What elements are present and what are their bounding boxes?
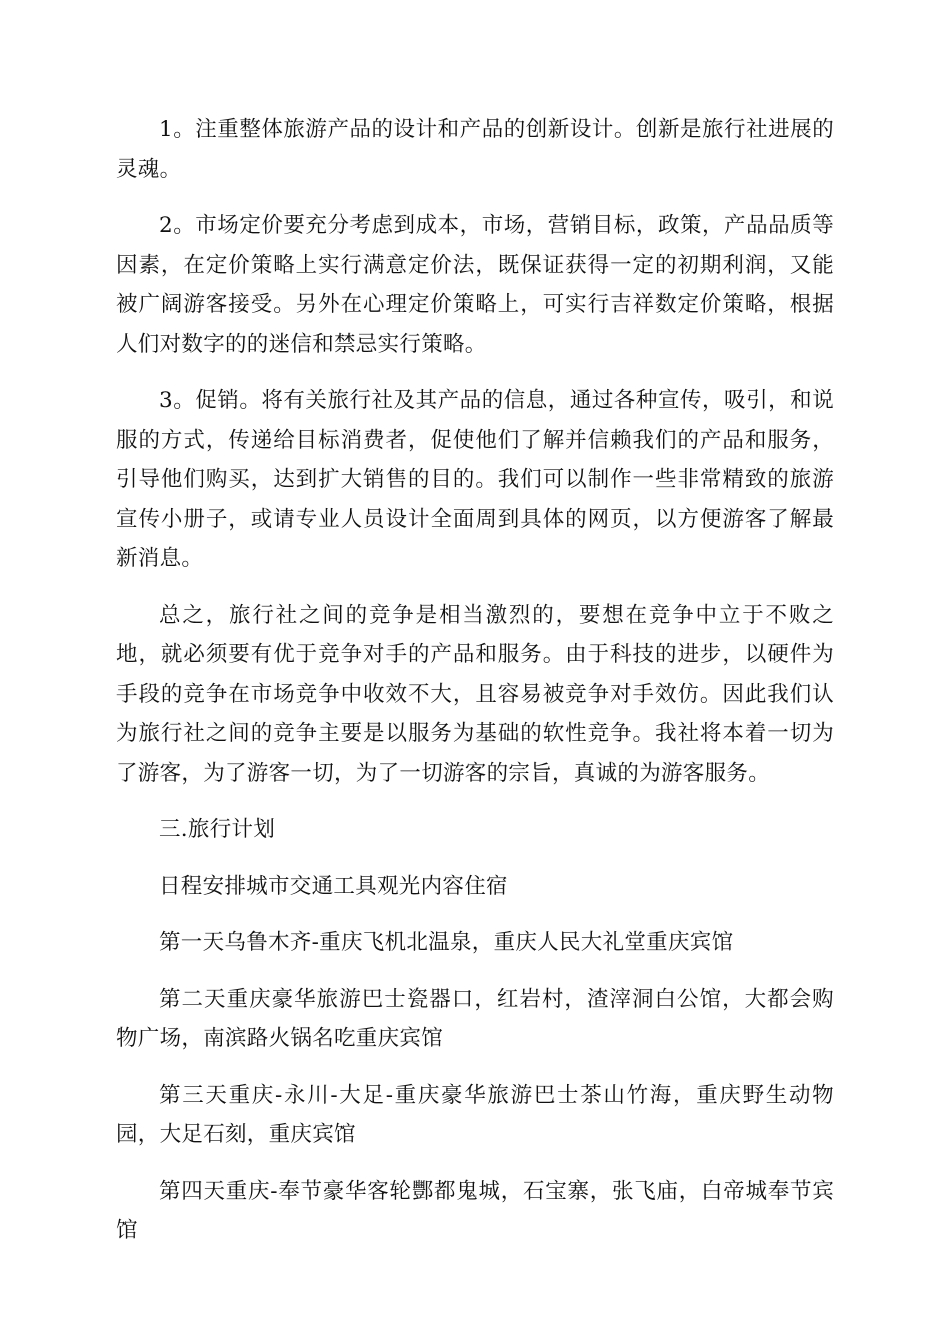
section-heading-travel-plan: 三.旅行计划 bbox=[159, 817, 276, 842]
paragraph-pricing: 2。市场定价要充分考虑到成本，市场，营销目标，政策，产品品质等因素，在定价策略上实行满意定价法，既保证获得一定的初期利润，又能被广阔游客接受。另外在心理定价策略上，可实行吉祥数定价策略，根据人们对数字的的迷信和禁忌实行策略。 bbox=[116, 213, 834, 357]
document-body bbox=[116, 110, 834, 1268]
schedule-day-4: 第四天重庆-奉节豪华客轮酆都鬼城，石宝寨，张飞庙，白帝城奉节宾馆 bbox=[116, 1178, 834, 1243]
paragraph-promotion: 3。促销。将有关旅行社及其产品的信息，通过各种宣传，吸引，和说服的方式，传递给目标消费者，促使他们了解并信赖我们的产品和服务，引导他们购买，达到扩大销售的目的。我们可以制作一些非常精致的旅游宣传小册子，或请专业人员设计全面周到具体的网页，以方便游客了解最新消息。 bbox=[116, 388, 834, 571]
schedule-day-3: 第三天重庆-永川-大足-重庆豪华旅游巴士茶山竹海，重庆野生动物园，大足石刻，重庆宾馆 bbox=[116, 1082, 834, 1147]
paragraph-product-design: 1。注重整体旅游产品的设计和产品的创新设计。创新是旅行社进展的灵魂。 bbox=[116, 117, 834, 182]
schedule-header: 日程安排城市交通工具观光内容住宿 bbox=[159, 873, 508, 899]
paragraph-summary: 总之，旅行社之间的竞争是相当激烈的，要想在竞争中立于不败之地，就必须要有优于竞争对手的产品和服务。由于科技的进步，以硬件为手段的竞争在市场竞争中收效不大，且容易被竞争对手效仿。因此我们认为旅行社之间的竞争主要是以服务为基础的软性竞争。我社将本着一切为了游客，为了游客一切，为了一切游客的宗旨，真诚的为游客服务。 bbox=[116, 602, 834, 786]
schedule-day-1: 第一天乌鲁木齐-重庆飞机北温泉，重庆人民大礼堂重庆宾馆 bbox=[159, 930, 734, 955]
schedule-day-2: 第二天重庆豪华旅游巴士瓷器口，红岩村，渣滓洞白公馆，大都会购物广场，南滨路火锅名吃重庆宾馆 bbox=[116, 986, 834, 1051]
